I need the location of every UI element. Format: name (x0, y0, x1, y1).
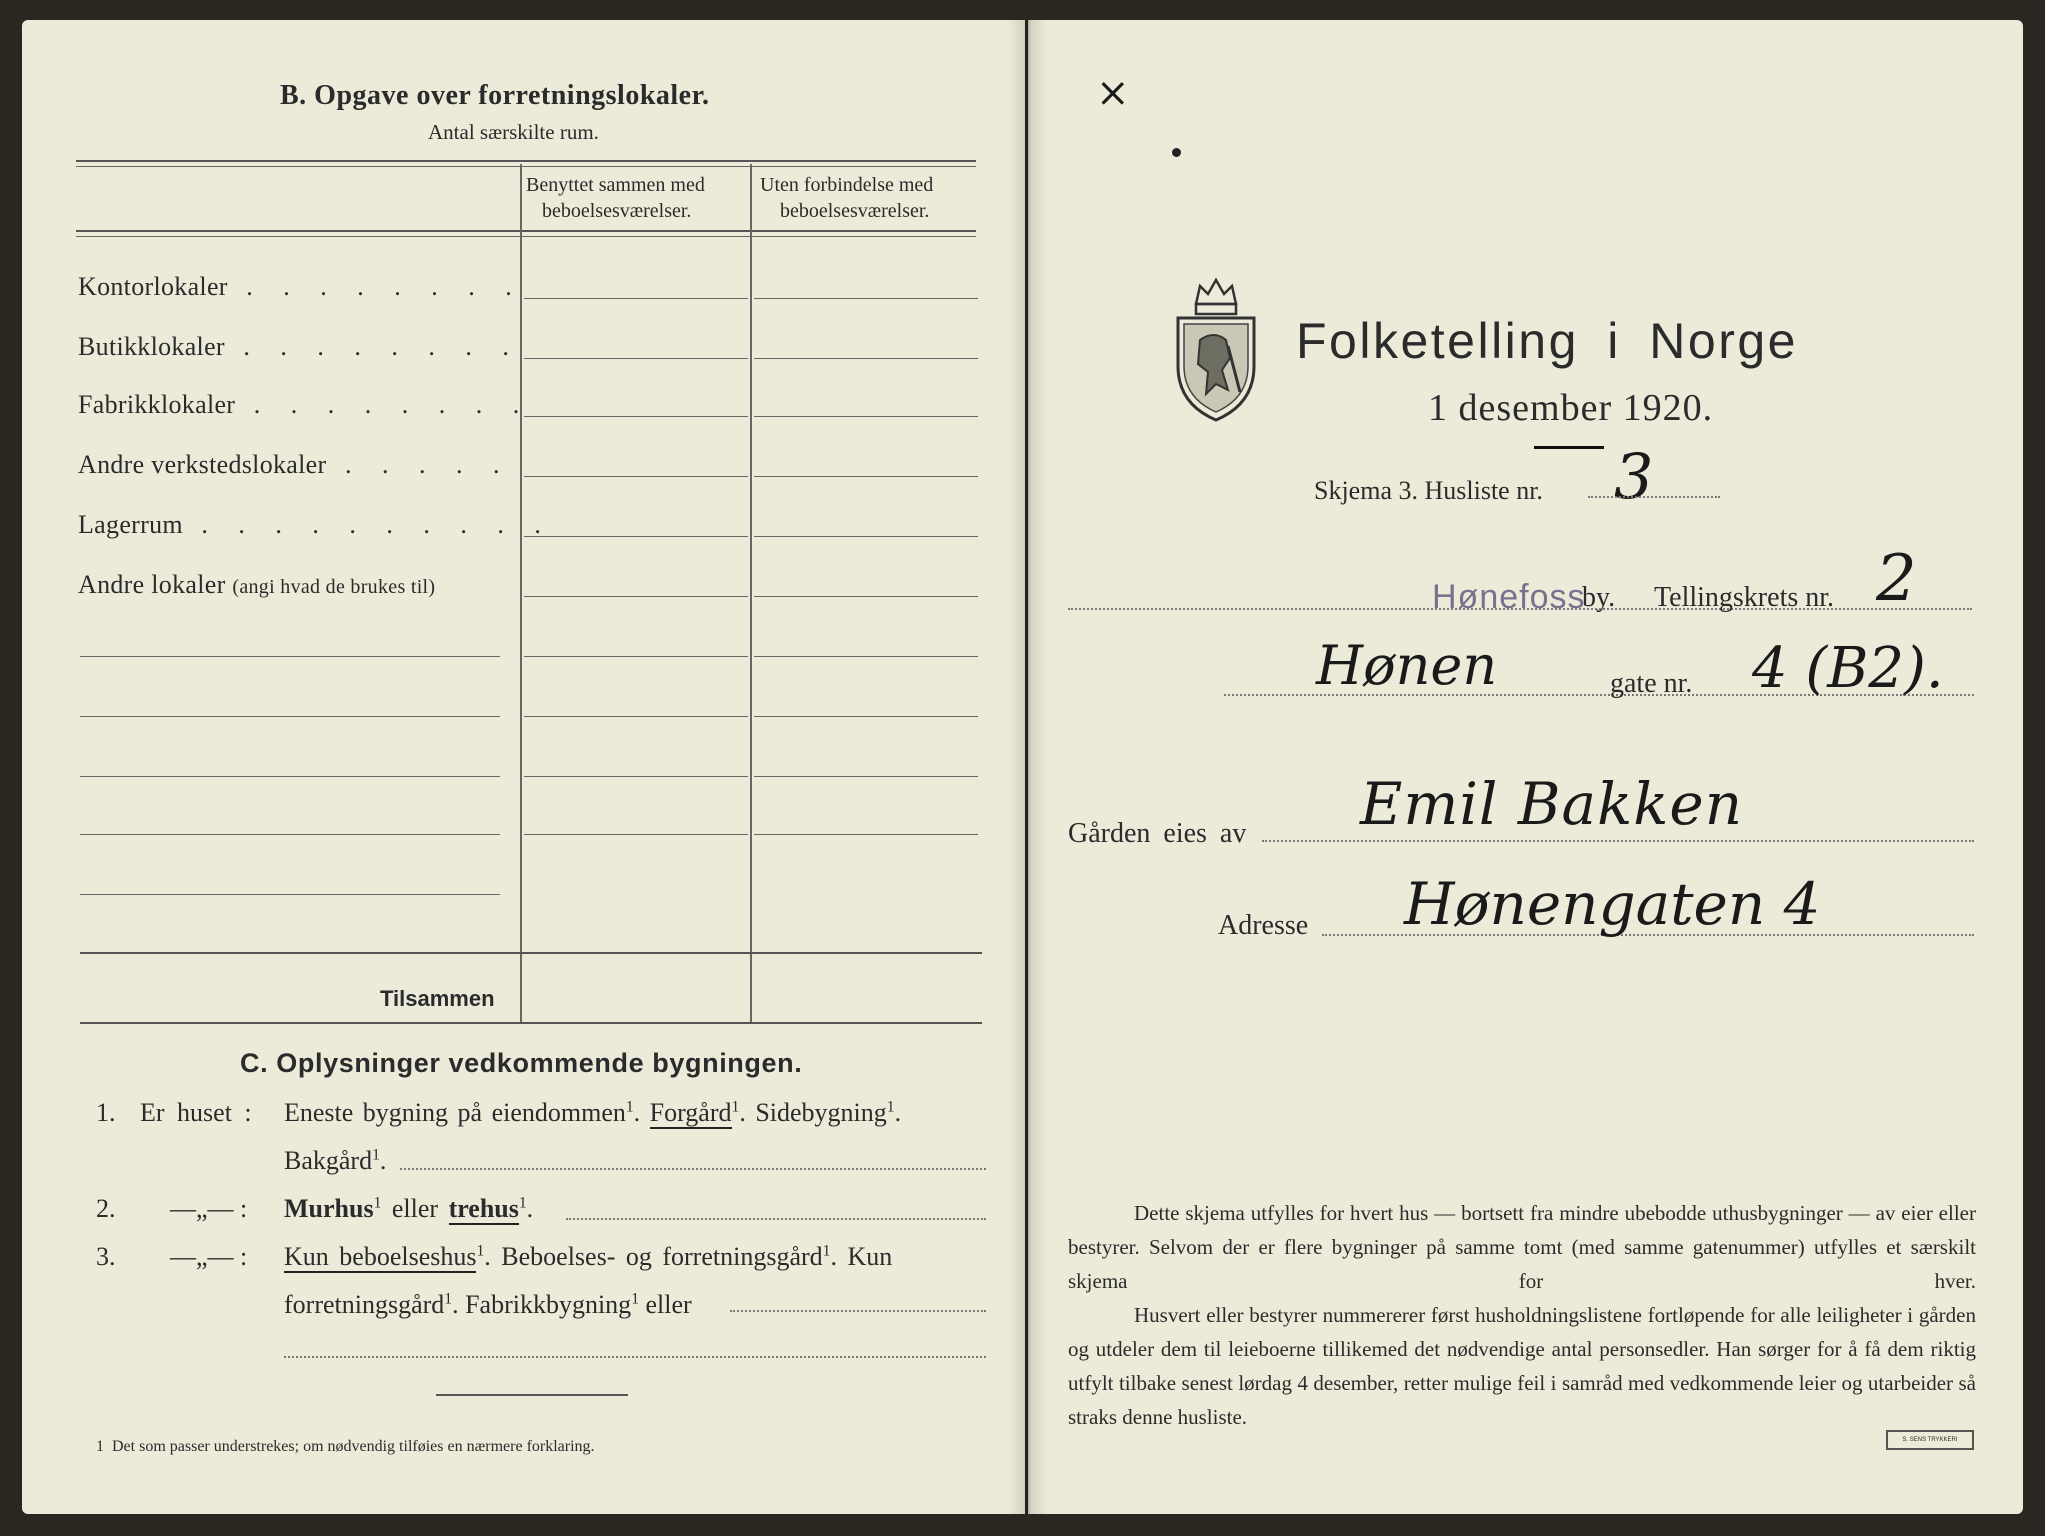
table-top-rule-2 (76, 166, 976, 167)
tellingskrets-nr: 2 (1876, 542, 1917, 616)
row-kontorlokaler: Kontorlokaler . . . . . . . . (78, 272, 524, 301)
row-fabrikklokaler: Fabrikklokaler . . . . . . . . (78, 390, 532, 419)
table-header-rule (76, 230, 976, 232)
cell-rule (524, 834, 748, 835)
total-label: Tilsammen (380, 986, 495, 1011)
col2-header-line1: Uten forbindelse med (760, 174, 934, 196)
cell-rule (754, 596, 978, 597)
table-col-divider-2 (750, 164, 752, 1024)
by-label: by. (1582, 582, 1616, 613)
q2-answer-line (566, 1218, 986, 1220)
cell-rule (754, 476, 978, 477)
q3-options-line2: forretningsgård$^1$. Fabrikkbygning$^1$ eller (284, 1290, 692, 1319)
cell-rule (754, 416, 978, 417)
printer-mark: S. SENS TRYKKERI (1886, 1430, 1974, 1450)
q2-trehus-underlined: trehus (448, 1194, 519, 1223)
owner-line (1262, 840, 1974, 842)
footnote: 1 Det som passer understrekes; om nødvendig tilføies en nærmere forklaring. (96, 1438, 595, 1455)
instructions-paragraph-2: Husvert eller bestyrer nummererer først husholdningslistene fortløpende for alle leiligheter i gården og utdeler dem til leieboerne tillikemed det nødvendige antal personsedler. Han sørger for å få dem riktig utfylt tilbake senest lørdag 4 desember, retter mulige feil i samråd med vedkommende leier og utarbeider så straks denne husliste. (1068, 1303, 1976, 1429)
blank-line (80, 894, 500, 895)
adresse-label: Adresse (1218, 910, 1309, 941)
census-title: Folketelling i Norge (1296, 313, 1798, 369)
footnote-rule (436, 1394, 628, 1396)
cell-rule (524, 358, 748, 359)
table-top-rule (76, 160, 976, 162)
blank-line (80, 656, 500, 657)
cell-rule (524, 596, 748, 597)
q2-number: 2. (96, 1194, 116, 1223)
cell-rule (754, 358, 978, 359)
cell-rule (524, 476, 748, 477)
table-total-rule (80, 952, 982, 954)
cell-rule (754, 716, 978, 717)
cell-rule (754, 834, 978, 835)
q1-lead: Er huset : (140, 1098, 252, 1127)
q1-number: 1. (96, 1098, 116, 1127)
gate-label: gate nr. (1610, 668, 1693, 699)
table-bottom-rule (80, 1022, 982, 1024)
gate-nr: 4 (B2). (1752, 636, 1944, 701)
cell-rule (754, 776, 978, 777)
row-andre-lokaler: Andre lokaler (angi hvad de brukes til) (78, 570, 436, 599)
blank-line (80, 716, 500, 717)
census-date: 1 desember 1920. (1428, 387, 1714, 429)
tellingskrets-label: Tellingskrets nr. (1654, 582, 1835, 613)
cell-rule (524, 416, 748, 417)
owner-name: Emil Bakken (1360, 770, 1744, 838)
blank-line (80, 776, 500, 777)
q3-answer-line (730, 1310, 986, 1312)
cell-rule (524, 716, 748, 717)
section-b-subtitle: Antal særskilte rum. (428, 120, 599, 144)
husliste-nr: 3 (1614, 440, 1654, 513)
q1-bakgard: Bakgård$^1$. (284, 1146, 387, 1175)
cell-rule (754, 656, 978, 657)
cell-rule (524, 656, 748, 657)
cell-rule (524, 536, 748, 537)
table-header-rule-2 (76, 236, 976, 237)
q2-options: Murhus$^1$ eller trehus$^1$. (284, 1194, 534, 1223)
q3-kun-beboelseshus-underlined: Kun beboelseshus (284, 1242, 477, 1271)
blank-line (80, 834, 500, 835)
row-lagerrum: Lagerrum . . . . . . . . . . (78, 510, 553, 539)
q2-ditto: —„— : (170, 1194, 248, 1223)
town-stamp: Hønefoss (1432, 578, 1586, 616)
col1-header-line2: beboelsesværelser. (542, 200, 692, 222)
pencil-mark: × (1096, 70, 1130, 116)
col2-header-line2: beboelsesværelser. (780, 200, 930, 222)
section-c-title: C. Oplysninger vedkommende bygningen. (240, 1048, 803, 1078)
ink-dot (1172, 148, 1181, 157)
q3-answer-line-2 (284, 1356, 986, 1358)
row-butikklokaler: Butikklokaler . . . . . . . . (78, 332, 521, 361)
instructions-paragraph-1: Dette skjema utfylles for hvert hus — bortsett fra mindre ubebodde uthusbygninger — av eier eller bestyrer. Selvom der er flere bygninger på samme tomt (med samme gatenummer) utfylles et særskilt skjema for hver. (1068, 1201, 1976, 1293)
cell-rule (754, 298, 978, 299)
cell-rule (524, 298, 748, 299)
book-spine (1008, 20, 1048, 1514)
cell-rule (524, 776, 748, 777)
q3-options: Kun beboelseshus$^1$. Beboelses- og forretningsgård$^1$. Kun (284, 1242, 893, 1271)
cell-rule (754, 536, 978, 537)
street-name: Hønen (1316, 634, 1498, 697)
eies-av-label: Gården eies av (1068, 818, 1247, 849)
husliste-line (1588, 496, 1720, 498)
col1-header-line1: Benyttet sammen med (526, 174, 705, 196)
section-b-title: B. Opgave over forretningslokaler. (280, 80, 710, 111)
owner-address: Hønengaten 4 (1404, 870, 1821, 938)
q1-forgard-underlined: Forgård (649, 1098, 732, 1127)
q1-answer-line (400, 1168, 986, 1170)
row-andre-verkstedslokaler: Andre verkstedslokaler . . . . . (78, 450, 512, 479)
q3-number: 3. (96, 1242, 116, 1271)
q3-ditto: —„— : (170, 1242, 248, 1271)
skjema-label: Skjema 3. Husliste nr. (1314, 476, 1543, 505)
coat-of-arms-icon (1170, 274, 1262, 424)
q1-options: Eneste bygning på eiendommen$^1$. Forgård$^1$. Sidebygning$^1$. (284, 1098, 902, 1127)
husliste-dash (1534, 446, 1604, 449)
